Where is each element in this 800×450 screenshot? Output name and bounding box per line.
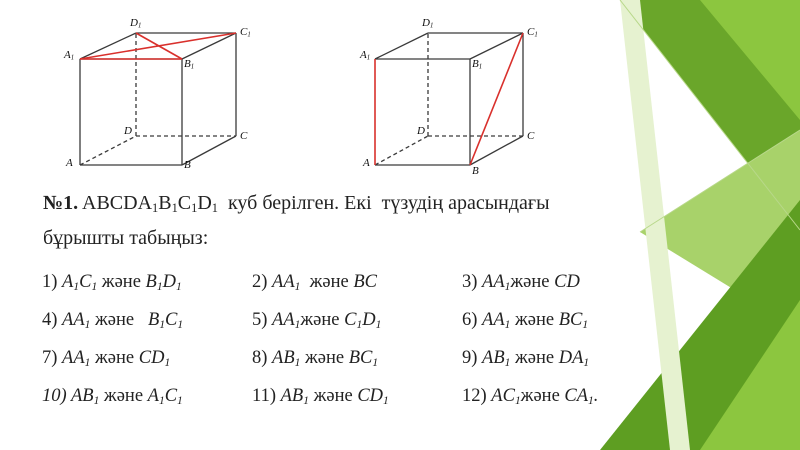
answer-option — [42, 382, 252, 416]
task-line-2: бұрышты табыңыз: — [43, 227, 209, 250]
vertex-label-C1: $C_1$ — [240, 26, 251, 39]
answer-number: 10) — [42, 385, 71, 406]
answer-option — [462, 344, 662, 378]
line-segment-2: $B_1D_1$ — [145, 272, 182, 293]
answer-number: 8) — [252, 347, 273, 368]
vertex-label-C: C — [240, 130, 248, 142]
line-segment-2: BC — [353, 272, 378, 292]
vertex-label-A: A — [363, 157, 370, 169]
vertex-label-D1: $D_1$ — [130, 17, 142, 30]
answer-option — [42, 344, 252, 378]
vertex-label-D: D — [124, 125, 132, 137]
vertex-label-B: B — [472, 165, 479, 177]
vertex-label-B: B — [184, 159, 191, 171]
conjunction: және — [99, 385, 148, 406]
vertex-label-D1: $D_1$ — [422, 17, 434, 30]
line-segment-1: $AA_1$ — [482, 309, 511, 331]
line-segment-2: $CA_1$. — [564, 385, 599, 407]
answer-option — [42, 306, 252, 340]
conjunction: және — [510, 272, 555, 292]
answer-number: 4) — [42, 309, 63, 330]
answer-option — [252, 344, 462, 378]
line-segment-1: $AA_1$ — [482, 272, 511, 293]
conjunction: және — [300, 347, 349, 368]
vertex-label-C: C — [527, 130, 535, 142]
vertex-label-A1: $A_1$ — [64, 49, 75, 62]
answer-number: 3) — [462, 272, 483, 292]
diagonal-BC1 — [470, 33, 523, 165]
answer-options — [42, 268, 662, 415]
answer-option — [252, 268, 462, 302]
answer-option — [462, 306, 662, 340]
answer-number: 12) — [462, 385, 492, 406]
answer-option — [462, 382, 662, 416]
answer-option — [42, 268, 252, 302]
line-segment-1: $AA_1$ — [272, 272, 301, 293]
line-segment-1: $AA_1$ — [62, 347, 91, 369]
line-segment-2: $DA_1$ — [558, 347, 590, 369]
line-segment-2: $B_1C_1$ — [148, 309, 184, 331]
answer-option — [252, 306, 462, 340]
edge-BC — [470, 136, 523, 165]
vertex-label-D: D — [417, 125, 425, 137]
line-segment-2: $BC_1$ — [348, 347, 379, 369]
vertex-label-A: A — [66, 157, 73, 169]
answer-option — [462, 268, 662, 302]
answer-number: 11) — [252, 385, 281, 406]
line-segment-1: $AA_1$ — [272, 309, 301, 331]
vertex-label-C1: $C_1$ — [527, 26, 538, 39]
conjunction: және — [90, 347, 139, 368]
conjunction: және — [308, 385, 358, 406]
edge-B1C1 — [470, 33, 523, 59]
answer-number: 6) — [462, 309, 483, 330]
answer-number: 2) — [252, 272, 273, 292]
line-segment-2: $CD_1$ — [138, 347, 171, 369]
task-statement — [43, 188, 683, 253]
conjunction: және — [300, 309, 345, 330]
answer-number: 9) — [462, 347, 483, 368]
task-line-1: №1. $ABCDA_1B_1C_1D_1$ куб берілген. Екі түзудің арасындағы — [43, 192, 550, 216]
line-segment-1: $AC_1$ — [491, 385, 521, 407]
line-segment-2: CD — [554, 272, 580, 292]
line-segment-2: $A_1C_1$ — [147, 385, 183, 407]
line-segment-1: $AA_1$ — [62, 309, 91, 331]
task-number: №1. — [43, 192, 79, 214]
conjunction: және — [97, 272, 146, 292]
line-segment-2: $CD_1$ — [357, 385, 389, 407]
line-segment-1: $A_1C_1$ — [62, 272, 98, 293]
conjunction: және — [520, 385, 565, 406]
edge-AD-hidden — [375, 136, 428, 165]
line-segment-1: $AB_1$ — [280, 385, 309, 407]
answer-number: 1) — [42, 272, 63, 292]
edge-A1D1 — [375, 33, 428, 59]
line-segment-2: $C_1D_1$ — [344, 309, 382, 331]
conjunction: және — [90, 309, 148, 330]
line-segment-2: $BC_1$ — [558, 309, 589, 331]
line-segment-1: $AB_1$ — [70, 385, 100, 407]
conjunction: және — [510, 309, 559, 330]
vertex-label-A1: $A_1$ — [360, 49, 371, 62]
answer-option — [252, 382, 462, 416]
answer-number: 7) — [42, 347, 63, 368]
conjunction: және — [510, 347, 559, 368]
line-segment-1: $AB_1$ — [272, 347, 301, 369]
line-segment-1: $AB_1$ — [482, 347, 511, 369]
vertex-label-B1: $B_1$ — [472, 58, 483, 71]
vertex-label-B1: $B_1$ — [184, 58, 195, 71]
conjunction: және — [300, 272, 354, 292]
answer-number: 5) — [252, 309, 273, 330]
